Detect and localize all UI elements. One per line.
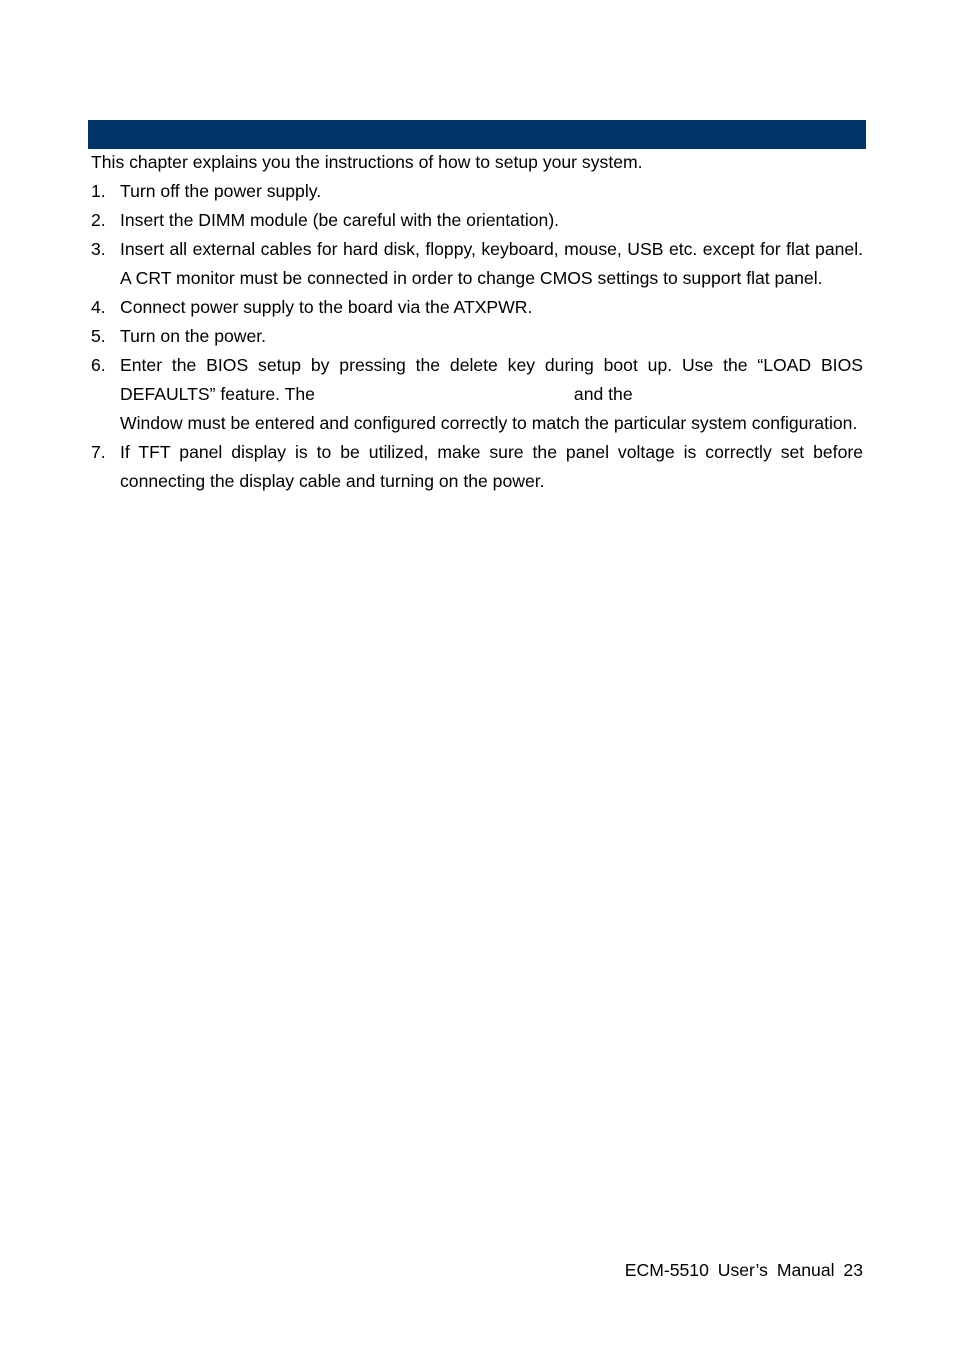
step-text-line: Window must be entered and configured correctly to match the particular system configuration. xyxy=(120,413,858,433)
step-text: Turn on the power. xyxy=(120,326,267,346)
step-text: Turn off the power supply. xyxy=(120,181,322,201)
step-number: 7. xyxy=(91,442,106,462)
step-number: 5. xyxy=(91,326,106,346)
step-text-line xyxy=(120,380,863,409)
list-item xyxy=(91,351,863,438)
page-footer: ECM-5510 User’s Manual 23 xyxy=(624,1260,863,1280)
list-item xyxy=(91,235,863,293)
step-number: 3. xyxy=(91,239,106,259)
step-text: If TFT panel display is to be utilized, make sure the panel voltage is correctly set before connecting the display cable and turning on the power. xyxy=(120,442,863,491)
step-text: Insert all external cables for hard disk, floppy, keyboard, mouse, USB etc. except for flat panel. A CRT monitor must be connected in order to change CMOS settings to support flat panel. xyxy=(120,239,863,288)
step-text-line: Enter the BIOS setup by pressing the delete key during boot up. Use the “LOAD BIOS xyxy=(120,355,863,375)
step-number: 4. xyxy=(91,297,106,317)
step-number: 6. xyxy=(91,355,106,375)
step-text: Connect power supply to the board via the ATXPWR. xyxy=(120,297,533,317)
section-header-bar xyxy=(88,120,866,149)
setup-steps-list xyxy=(91,177,863,496)
step-number: 2. xyxy=(91,210,106,230)
page-content xyxy=(91,148,863,496)
list-item xyxy=(91,177,863,206)
intro-paragraph: This chapter explains you the instructions of how to setup your system. xyxy=(91,152,643,172)
step-text-fragment: DEFAULTS” feature. The xyxy=(120,384,315,404)
list-item xyxy=(91,438,863,496)
list-item xyxy=(91,293,863,322)
list-item xyxy=(91,322,863,351)
step-text-fragment: and the xyxy=(573,384,633,404)
step-number: 1. xyxy=(91,181,106,201)
step-text: Insert the DIMM module (be careful with the orientation). xyxy=(120,210,560,230)
list-item xyxy=(91,206,863,235)
